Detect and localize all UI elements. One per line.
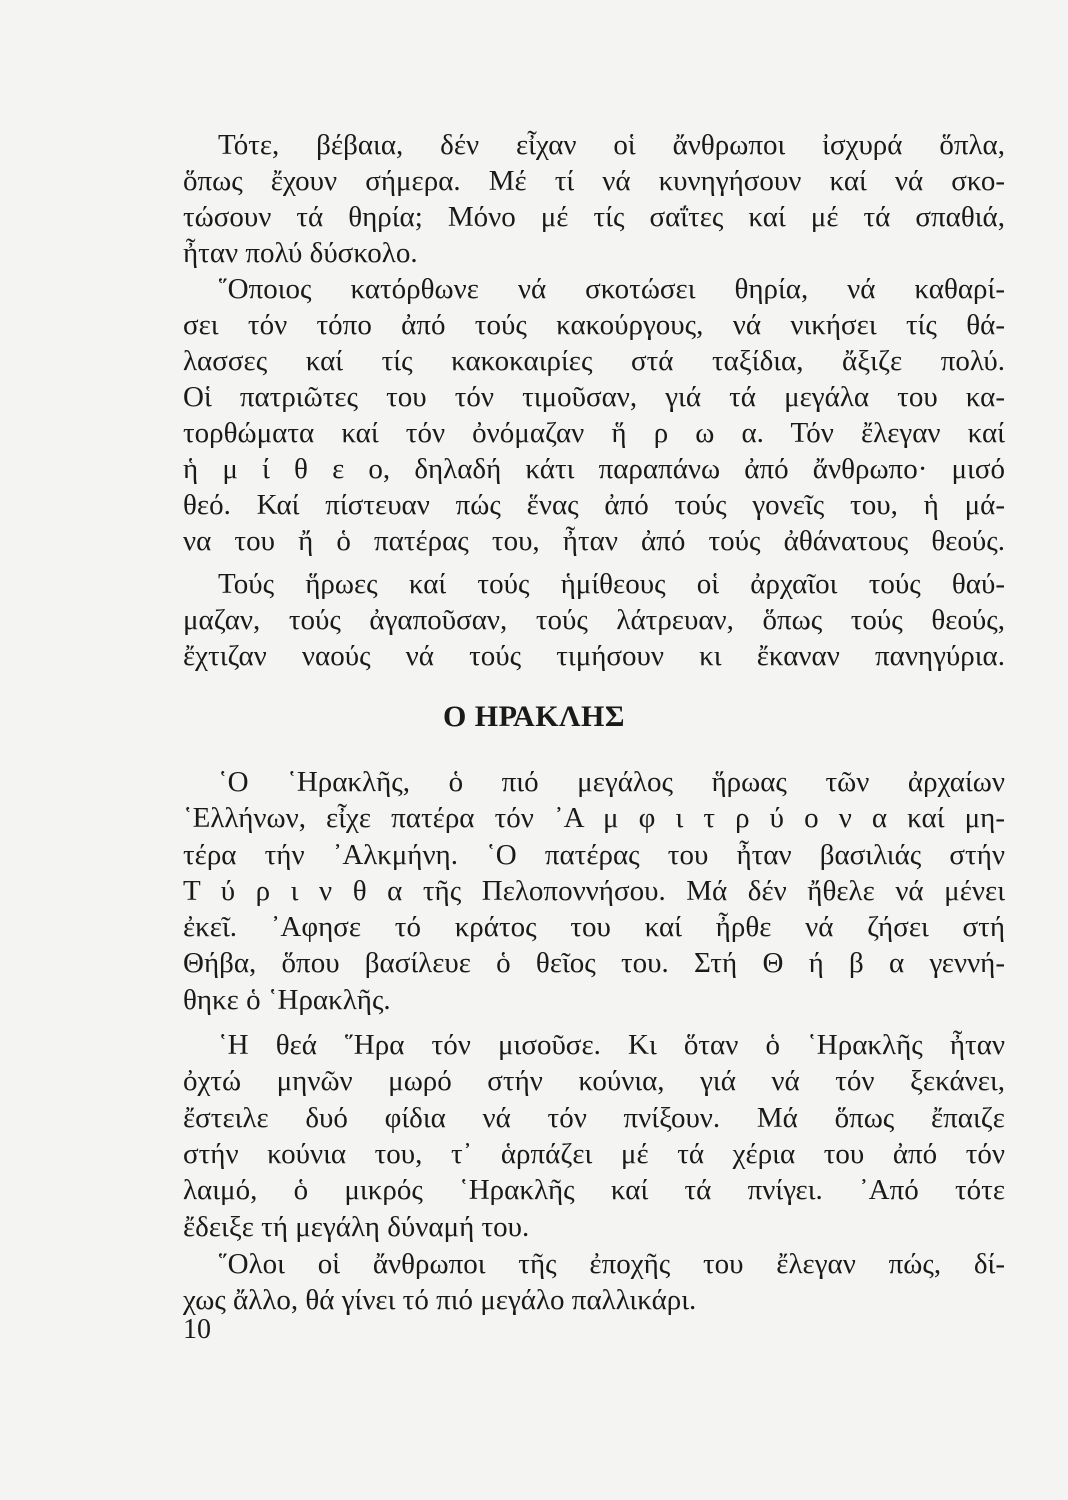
text-line: λασσες καί τίς κακοκαιρίες στά ταξίδια, ἄξιζε πολύ.: [183, 345, 1005, 377]
text-line: Τούς ἥρωες καί τούς ἡμίθεους οἱ ἀρχαῖοι τούς θαύ-: [218, 568, 1005, 600]
text-line: λαιμό, ὁ μικρός ῾Ηρακλῆς καί τά πνίγει. ᾿Από τότε: [183, 1174, 1005, 1206]
text-line: Τ ύ ρ ι ν θ α τῆς Πελοποννήσου. Μά δέν ἤθελε νά μένει: [183, 875, 1005, 907]
text-line: να του ἤ ὁ πατέρας του, ἦταν ἀπό τούς ἀθάνατους θεούς.: [183, 525, 1005, 557]
text-line: ἐκεῖ. ᾿Αφησε τό κράτος του καί ἦρθε νά ζήσει στή: [183, 911, 1005, 943]
text-line: ῞Οποιος κατόρθωνε νά σκοτώσει θηρία, νά καθαρί-: [218, 273, 1005, 305]
text-line: θηκε ὁ ῾Ηρακλῆς.: [183, 984, 391, 1016]
text-line: ῞Ολοι οἱ ἄνθρωποι τῆς ἐποχῆς του ἔλεγαν πώς, δί-: [218, 1248, 1005, 1280]
text-line: Οἱ πατριῶτες του τόν τιμοῦσαν, γιά τά μεγάλα του κα-: [183, 381, 1005, 413]
text-line: ῾Ο ῾Ηρακλῆς, ὁ πιό μεγάλος ἥρωας τῶν ἀρχαίων: [218, 766, 1005, 798]
text-line: χως ἄλλο, θά γίνει τό πιό μεγάλο παλλικάρι.: [183, 1284, 697, 1316]
text-line: θεό. Καί πίστευαν πώς ἕνας ἀπό τούς γονεῖς του, ἡ μά-: [183, 489, 1005, 521]
text-line: μαζαν, τούς ἀγαποῦσαν, τούς λάτρευαν, ὅπως τούς θεούς,: [183, 604, 1005, 636]
section-heading: Ο ΗΡΑΚΛΗΣ: [442, 700, 626, 733]
text-line: Τότε, βέβαια, δέν εἶχαν οἱ ἄνθρωποι ἰσχυρά ὅπλα,: [218, 129, 1005, 161]
text-line: Θήβα, ὅπου βασίλευε ὁ θεῖος του. Στή Θ ή β α γεννή-: [183, 947, 1005, 979]
text-line: σει τόν τόπο ἀπό τούς κακούργους, νά νικήσει τίς θά-: [183, 309, 1005, 341]
text-line: στήν κούνια του, τ᾿ ἁρπάζει μέ τά χέρια του ἀπό τόν: [183, 1138, 1005, 1170]
text-line: ὀχτώ μηνῶν μωρό στήν κούνια, γιά νά τόν ξεκάνει,: [183, 1065, 1005, 1097]
text-line: τορθώματα καί τόν ὀνόμαζαν ἥ ρ ω α. Τόν ἔλεγαν καί: [183, 417, 1005, 449]
text-line: ὅπως ἔχουν σήμερα. Μέ τί νά κυνηγήσουν καί νά σκο-: [183, 165, 1005, 197]
page-number: 10: [183, 1314, 211, 1345]
text-line: ἔδειξε τή μεγάλη δύναμή του.: [183, 1211, 530, 1243]
text-line: τώσουν τά θηρία; Μόνο μέ τίς σαΐτες καί μέ τά σπαθιά,: [183, 201, 1005, 233]
text-line: ῾Η θεά ῞Ηρα τόν μισοῦσε. Κι ὅταν ὁ ῾Ηρακλῆς ἦταν: [218, 1029, 1005, 1061]
text-line: ἔστειλε δυό φίδια νά τόν πνίξουν. Μά ὅπως ἔπαιζε: [183, 1102, 1005, 1134]
text-line: ἔχτιζαν ναούς νά τούς τιμήσουν κι ἔκαναν πανηγύρια.: [183, 640, 1005, 672]
text-line: ῾Ελλήνων, εἶχε πατέρα τόν ᾿Α μ φ ι τ ρ ύ ο ν α καί μη-: [183, 802, 1005, 834]
text-line: ἦταν πολύ δύσκολο.: [183, 237, 418, 269]
text-line: τέρα τήν ᾿Αλκμήνη. ῾Ο πατέρας του ἦταν βασιλιάς στήν: [183, 839, 1005, 871]
text-line: ἡ μ ί θ ε ο, δηλαδή κάτι παραπάνω ἀπό ἄνθρωπο· μισό: [183, 453, 1005, 485]
